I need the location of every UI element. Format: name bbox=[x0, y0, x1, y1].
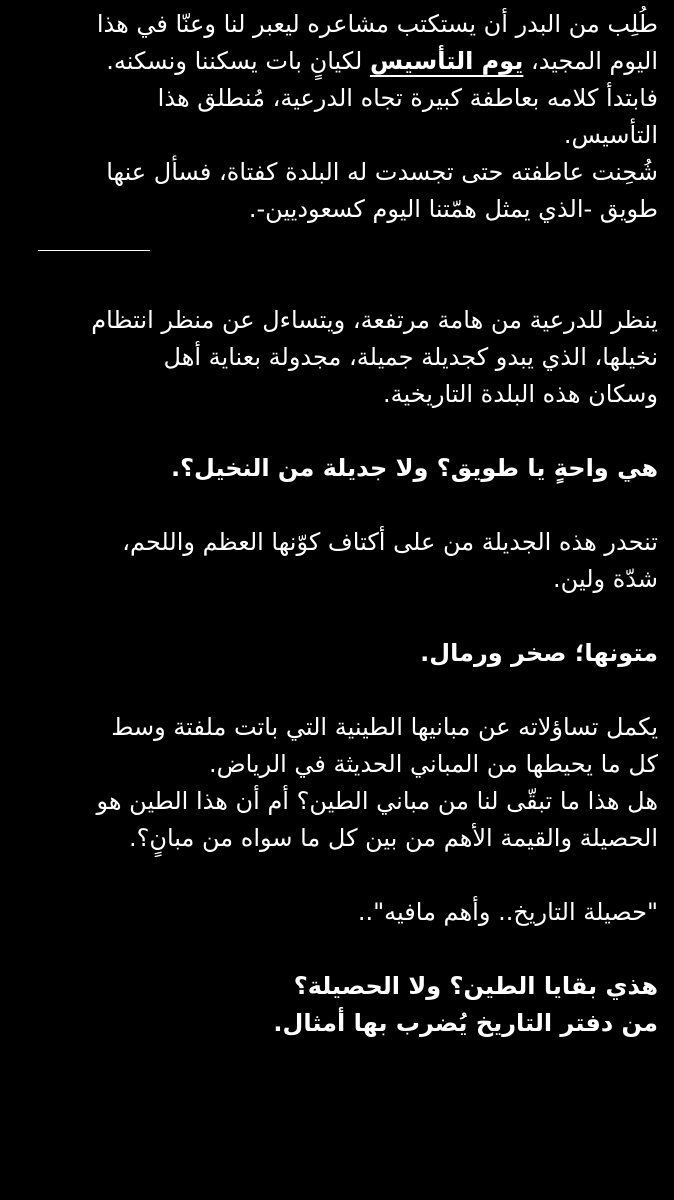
question-oasis: هي واحةٍ يا طويق؟ ولا جديلة من النخيل؟. bbox=[170, 454, 658, 482]
paragraph-4-line-2: كل ما يحيطها من المباني الحديثة في الرياض. bbox=[208, 750, 658, 778]
paragraph-2-line-1: ينظر للدرعية من هامة مرتفعة، ويتساءل عن منظر انتظام bbox=[91, 306, 658, 334]
paragraph-2-line-3: وسكان هذه البلدة التاريخية. bbox=[383, 380, 658, 408]
paragraph-4-line-1: يكمل تساؤلاته عن مبانيها الطينية التي باتت ملفتة وسط bbox=[111, 713, 658, 741]
spacer bbox=[18, 413, 658, 450]
text-segment: لكيانٍ بات يسكننا ونسكنه. bbox=[106, 47, 370, 75]
text-segment: اليوم المجيد، bbox=[523, 47, 658, 75]
spacer bbox=[18, 487, 658, 524]
paragraph-3-line-2: شدّة ولين. bbox=[553, 565, 658, 593]
paragraph-1-line-5: شُحِنت عاطفته حتى تجسدت له البلدة كفتاة، فسأل عنها bbox=[106, 158, 658, 186]
spacer bbox=[18, 857, 658, 894]
verse-line-1: هذي بقايا الطين؟ ولا الحصيلة؟ bbox=[293, 972, 658, 1000]
paragraph-4-line-4: الحصيلة والقيمة الأهم من بين كل ما سواه من مبانٍ؟. bbox=[128, 824, 658, 852]
divider-row bbox=[18, 228, 658, 265]
verse-line-2: من دفتر التاريخ يُضرب بها أمثال. bbox=[273, 1009, 658, 1037]
paragraph-2-line-2: نخيلها، الذي يبدو كجديلة جميلة، مجدولة بعناية أهل bbox=[163, 343, 658, 371]
paragraph-1-line-4: التأسيس. bbox=[563, 121, 658, 149]
quote-line: "حصيلة التاريخ.. وأهم مافيه".. bbox=[357, 898, 658, 926]
spacer bbox=[18, 265, 658, 302]
paragraph-1-line-6: طويق -الذي يمثل همّتنا اليوم كسعوديين-. bbox=[248, 195, 658, 223]
paragraph-4-line-3: هل هذا ما تبقّى لنا من مباني الطين؟ أم أن هذا الطين هو bbox=[96, 787, 658, 815]
spacer bbox=[18, 598, 658, 635]
paragraph-1-line-3: فابتدأ كلامه بعاطفة كبيرة تجاه الدرعية، مُنطلق هذا bbox=[157, 84, 658, 112]
paragraph-1-line-2 bbox=[18, 43, 658, 80]
verse-rock-and-sand: متونها؛ صخر ورمال. bbox=[420, 639, 658, 667]
spacer bbox=[18, 672, 658, 709]
spacer bbox=[18, 931, 658, 968]
horizontal-divider bbox=[38, 250, 150, 251]
paragraph-3-line-1: تنحدر هذه الجديلة من على أكتاف كوّنها العظم واللحم، bbox=[122, 528, 658, 556]
foundation-day-link[interactable]: يوم التأسيس bbox=[369, 47, 524, 75]
paragraph-1-line-1: طُلِب من البدر أن يستكتب مشاعره ليعبر لنا وعنّا في هذا bbox=[96, 10, 658, 38]
